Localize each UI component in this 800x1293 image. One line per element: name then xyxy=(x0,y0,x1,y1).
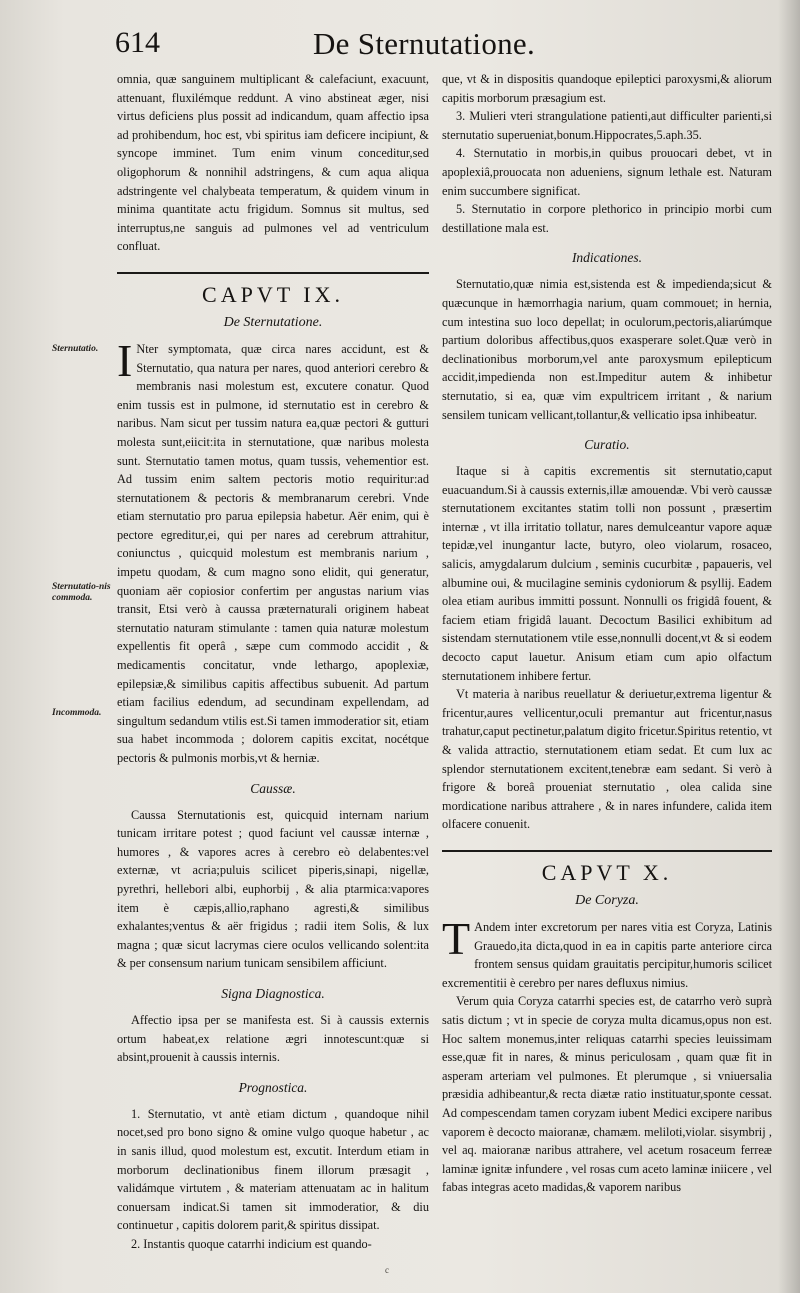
coryza-paragraph-2: Verum quia Coryza catarrhi species est, de catarrho verò suprà satis dictum ; vt in specie de coryza multa dicamus,opus non est. Hoc saltem monemus,inter reliquas catarrhi species leuissimam esse,quæ fit in nares, & minus periculosam , quam quæ fit in asperam arteriam vel pulmones. Et plerumque , si vniuersalia præsidia adhibeantur,& recta diætæ ratio instituatur,sponte cessat. Ad compescendam tamen coryzam iubent Medici excipere naribus vaporem è decocto maioranæ, chamæm. meliloti,violar. sisymbrij , vel aq. maioranæ naribus attrahere, vel acetum rosaceum ferreæ laminæ ignitæ infundere , vel rosas cum aceto laminæ iniicere , vel fabas integras aceto madidas,& vaporem naribus xyxy=(442,994,772,1195)
drop-cap-2: T xyxy=(442,912,471,964)
section-heading-indicationes: Indicationes. xyxy=(571,250,643,266)
coryza-opening-paragraph xyxy=(442,912,772,992)
page-footer-mark: c xyxy=(385,1265,389,1275)
left-column xyxy=(117,70,429,1253)
section-heading-signa: Signa Diagnostica. xyxy=(221,985,325,1001)
opening-text: Nter symptomata, quæ circa nares accidunt, est & Sternutatio, qua natura per nares, quod anteriori cerebro & membranis nasi molestum est, excutere conatur. Quod enim tussis est in pulmone, id sternutatio est in cerebro & naribus. Nam sicut per tussim natura ea,quæ pectori & gutturi molesta sunt,eiicit:ita in sternutatione, quæ naribus molesta sunt. Sternutatio tamen motus, quam tussis, vehementior est. Ad tussim enim saltem pectoris motio requiritur:ad sternutationem & pectoris & membranarum cerebri. Vnde etiam sternutatio pro parua epilepsia habetur. Aër enim, qui è pectore egreditur,ei, qui per nares ad cerebrum attrahitur, coniunctus , quicquid molestum est membranis narium , impetu quodam, & cum magno sono elidit, qui generatur, quoniam aër copiosior confertim per angustas narium vias transit, Etsi verò à caussa præternaturali originem habeat sternutatio naturam stimulante : tamen quia naturæ molestum expellentis fit operâ , sæpe cum commodo accidit , & medicamentis concitatur, vnde lethargo, apoplexiæ, epilepsiæ,& similibus capitis affectibus subuenit. Ad partum etiam facilius edendum, ad secundinam expellendam, ad singultum sedandum vtilis est.Si tamen immoderatior sit, etiam sua habet incommoda ; dolorem capitis excitat, nocétque pectoris & pulmonis morbis,vt & herniæ. xyxy=(117,341,429,765)
right-continuation-paragraph: que, vt & in dispositis quandoque epileptici paroxysmi,& aliorum capitis morborum præsagium est. xyxy=(442,72,772,105)
section-heading-causae: Caussæ. xyxy=(250,780,296,796)
signa-paragraph: Affectio ipsa per se manifesta est. Si à caussis externis ortum habeat,ex relatione ægri innotescunt:quæ si absint,prouenit à caussis internis. xyxy=(117,1012,429,1065)
causae-paragraph: Caussa Sternutationis est, quicquid internam narium tunicam irritare potest ; quod faciunt vel caussæ internæ , humores , & vapores acres à cerebro eò delabentes:vel externæ, vt acria;puluis scilicet piperis,sinapi, nigellæ, pyrethri, hellebori albi, euphorbij , & alia ptarmica:vapores item è cæpis,allio,raphano agresti,& similibus exhalantes;ventus & aër frigidus ; radii item Solis, & lux magna ; quæ sicut lacrymas ciere oculos vellicando solent:ita & per consensum narium tunicam sensibilem afficiunt. xyxy=(117,807,429,971)
prognostica-item-4: 4. Sternutatio in morbis,in quibus prouocari debet, vt in apoplexiâ,prouocata non adueniens, signum lethale est. Naturam enim succumbere significat. xyxy=(442,146,772,198)
prognostica-item-1: 1. Sternutatio, vt antè etiam dictum , quandoque nihil nocet,sed pro bono signo & omine vulgo quoque habetur , ac in sanis illud, quod molestum est, excutit. Interdum etiam in morborum declinationibus finem illorum præsagit , validámque virtutem , & materiam attenuatam ac in halitum conuersam indicat.Si tamen sit immoderatior, & diu continuetur , capitis dolorem parit,& spiritus dissipat. xyxy=(117,1106,429,1233)
curatio-paragraph-1: Itaque si à capitis excrementis sit sternutatio,caput euacuandum.Si à caussis externis,illæ amouendæ. Vbi verò caussæ sternutationem excitantes statim tolli non possunt , præsertim internæ , vt illa irritatio tollatur, nares demulceantur vapore aquæ tepidæ,vel inungantur lacte, butyro, oleo violarum, rosaceo, salicis, amygdalarum dulcium , seminis cucurbitæ , papaueris, vel albumine oui, & mucilagine seminis cydoniorum & psyllij. Eadem olea etiam auribus immitti possunt. Nonnulli os frigidâ fouent, & faciem etiam frigidâ lauant. Decoctum Basilici exhibitum ad sistendam sternutationem vtile esse,nonnulli docent,vt & si eodem decocto caput lauetur. Anisum etiam cum apio olfactum sternutationem inhibere fertur. xyxy=(442,464,772,683)
running-title: De Sternutatione. xyxy=(313,26,536,61)
page-number: 614 xyxy=(115,26,160,59)
section-heading-curatio: Curatio. xyxy=(584,437,630,453)
indicationes-paragraph: Sternutatio,quæ nimia est,sistenda est & impedienda;sicut & quæcunque in hæmorrhagia narium, quam commouet; in hernia, cum intestina suo loco depellat; in oculorum,pectoris,aliarúmque partium doloribus affectibus,quos exasperare solet.Quæ verò in declinationibus morborum,vel ante paroxysmum epilepticum accidit,impedienda non est.Impeditur autem & inhibetur sternutatio, si ea, quæ vim expultricem irritant , & narium sensilem tunicam vellicant,tollantur,& vellicatio ipsa inhibeatur. xyxy=(442,277,772,422)
margin-note-sternutatio: Sternutatio. xyxy=(52,344,99,354)
curatio-paragraph-2: Vt materia à naribus reuellatur & deriuetur,extrema ligentur & fricentur,aures vellicentur,oculi premantur aut fricentur,nasus trahatur,caput pectinetur,palatum digito fricetur.Spiritus retentio, vt & valida attractio, sternutationem etiam sedat. Et cum lux ac splendor sternutationem excitent,tenebræ eam sedant. Si verò à frigore & boreâ proueniat sternutatio , olea calida sine mordicatione naribus attrahere , & in nares infundere, calida item olfacere conuenit. xyxy=(442,687,772,832)
coryza-opening-text: Andem inter excretorum per nares vitia est Coryza, Latinis Grauedo,ita dicta,quod in ea in capitis parte anteriore circa frontem sensus quidam grauitatis percipitur,humoris scilicet excrementitii è cerebro per nares defluxus nimius. xyxy=(442,919,772,990)
margin-note-incommoda: Incommoda. xyxy=(52,708,102,718)
drop-cap: I xyxy=(117,334,133,386)
right-column xyxy=(442,70,772,1197)
prognostica-item-2: 2. Instantis quoque catarrhi indicium est quando- xyxy=(131,1236,372,1251)
prognostica-item-3: 3. Mulieri vteri strangulatione patienti,aut difficulter parienti,si sternutatio superueniat,bonum.Hippocrates,5.aph.35. xyxy=(442,109,772,142)
left-continuation-paragraph: omnia, quæ sanguinem multiplicant & calefaciunt, exacuunt, attenuant, fluxilémque reddunt. A vino abstineat æger, nisi virtus deficiens plus possit ad indicandum, quam affectio ipsa ad prohibendum, hoc est, vbi spiritus iam deficere incipiunt, & syncope imminet. Tum enim vinum conceditur,sed oligophorum & nonnihil adstringens, & cum aqua aliqua adstringente vel chalybeata temperatum, & quidem vinum in minima quantitate actu frigidum. Somnus sit multus, sed interruptus,ne sanguis ad pulmones vel ad ventriculum confluat. xyxy=(117,72,429,254)
chapter-title: CAPVT IX. xyxy=(202,281,344,307)
chapter-opening-paragraph xyxy=(117,334,429,768)
prognostica-item-5: 5. Sternutatio in corpore plethorico in principio morbi cum destillatione mala est. xyxy=(442,202,772,235)
chapter-rule xyxy=(117,272,429,274)
chapter-subtitle: De Sternutatione. xyxy=(223,314,323,330)
chapter-rule-2 xyxy=(442,850,772,852)
chapter-subtitle-2: De Coryza. xyxy=(575,892,639,908)
section-heading-prognostica: Prognostica. xyxy=(238,1079,308,1095)
chapter-title-2: CAPVT X. xyxy=(541,859,673,885)
page-header xyxy=(115,18,765,68)
margin-note-commoda: Sternutatio-nis commoda. xyxy=(52,582,111,603)
gutter-shadow xyxy=(778,0,800,1293)
